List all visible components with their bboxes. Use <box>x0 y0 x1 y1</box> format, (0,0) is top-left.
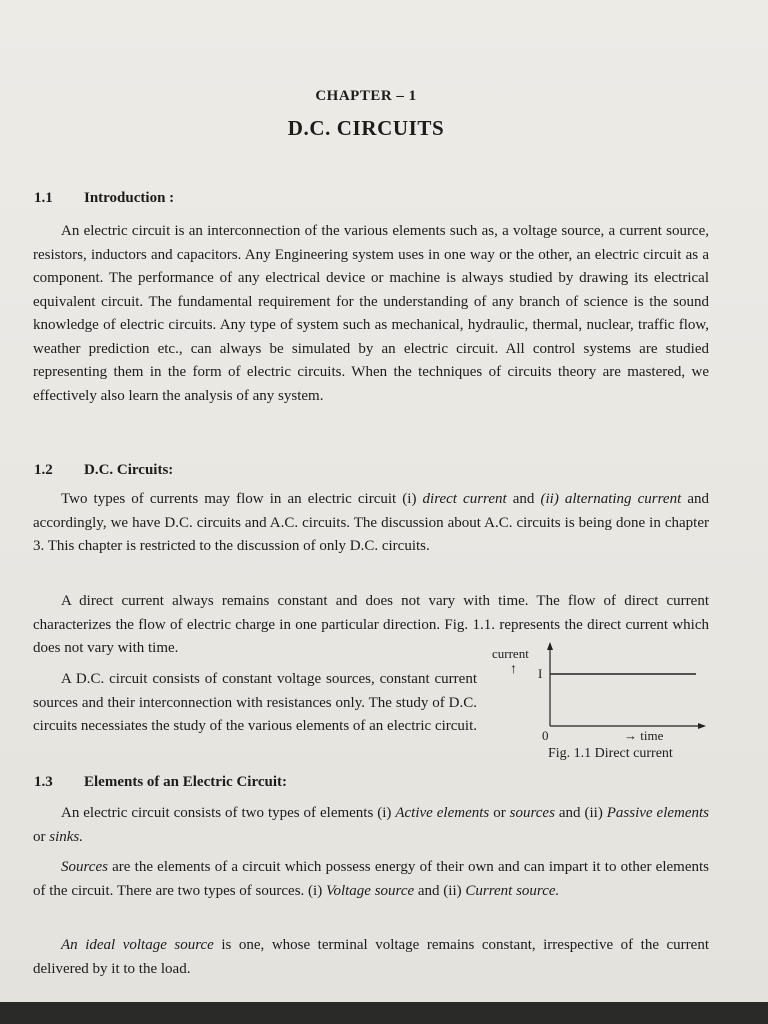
section-number: 1.3 <box>34 774 53 790</box>
intro-paragraph: An electric circuit is an interconnection of the various elements such as, a voltage source, a current source, resistors, inductors and capacitors. Any Engineering system uses in one way or the other, an electric circuit as a component. The performance of any electrical device or machine is always studied by drawing its electrical equivalent circuit. The fundamental requirement for the understanding of any branch of science is the sound knowledge of electric circuits. Any type of system such as mechanical, hydraulic, thermal, nuclear, traffic flow, weather prediction etc., can always be simulated by an electric circuit. All control systems are studied representing them in the form of electric circuits. When the techniques of circuits theory are mastered, we effectively also learn the analysis of any system. <box>33 223 709 404</box>
up-arrow: ↑ <box>510 662 517 677</box>
dc-paragraph-1: Two types of currents may flow in an electric circuit (i) direct current and (ii) alternating current and accordingly, we have D.C. circuits and A.C. circuits. The discussion about A.C. circuits is being done in chapter 3. This chapter is restricted to the discussion of only D.C. circuits. <box>33 491 709 554</box>
section-heading <box>34 774 287 791</box>
origin-label: 0 <box>542 728 549 743</box>
figure-caption: Fig. 1.1 Direct current <box>548 746 673 761</box>
section-title: Introduction : <box>84 190 175 206</box>
section-number: 1.1 <box>34 190 53 206</box>
dc-paragraph-2: A direct current always remains constant and does not vary with time. The flow of direct current characterizes the flow of electric charge in one particular direction. Fig. 1.1. represents the direct current which does not vary with time. <box>33 593 709 656</box>
section-title: D.C. Circuits: <box>84 462 174 478</box>
x-axis-arrowhead <box>698 723 706 729</box>
x-axis-label: → time <box>624 728 664 743</box>
elements-paragraph-2: Sources are the elements of a circuit which possess energy of their own and can impart it to other elements of the circuit. There are two types of sources. (i) Voltage source and (ii) Current source. <box>33 859 709 899</box>
y-axis-arrowhead <box>547 642 553 650</box>
section-title: Elements of an Electric Circuit: <box>84 774 288 790</box>
elements-paragraph-3: An ideal voltage source is one, whose terminal voltage remains constant, irrespective of the current delivered by it to the load. <box>33 937 709 977</box>
level-label: I <box>538 666 543 681</box>
dc-paragraph-3: A D.C. circuit consists of constant voltage sources, constant current sources and their interconnection with resistances only. The study of D.C. circuits necessiates the study of the various elements of an electric circuit. <box>33 671 478 734</box>
page-bottom-edge <box>0 1002 768 1024</box>
elements-paragraph-1: An electric circuit consists of two types of elements (i) Active elements or sources and (ii) Passive elements or sinks. <box>33 805 710 845</box>
chapter-label: CHAPTER – 1 <box>315 88 417 104</box>
section-number: 1.2 <box>34 462 53 478</box>
section-heading <box>34 190 174 207</box>
y-axis-label: current <box>492 646 529 661</box>
chapter-title: D.C. CIRCUITS <box>287 116 445 140</box>
section-heading <box>34 462 173 479</box>
